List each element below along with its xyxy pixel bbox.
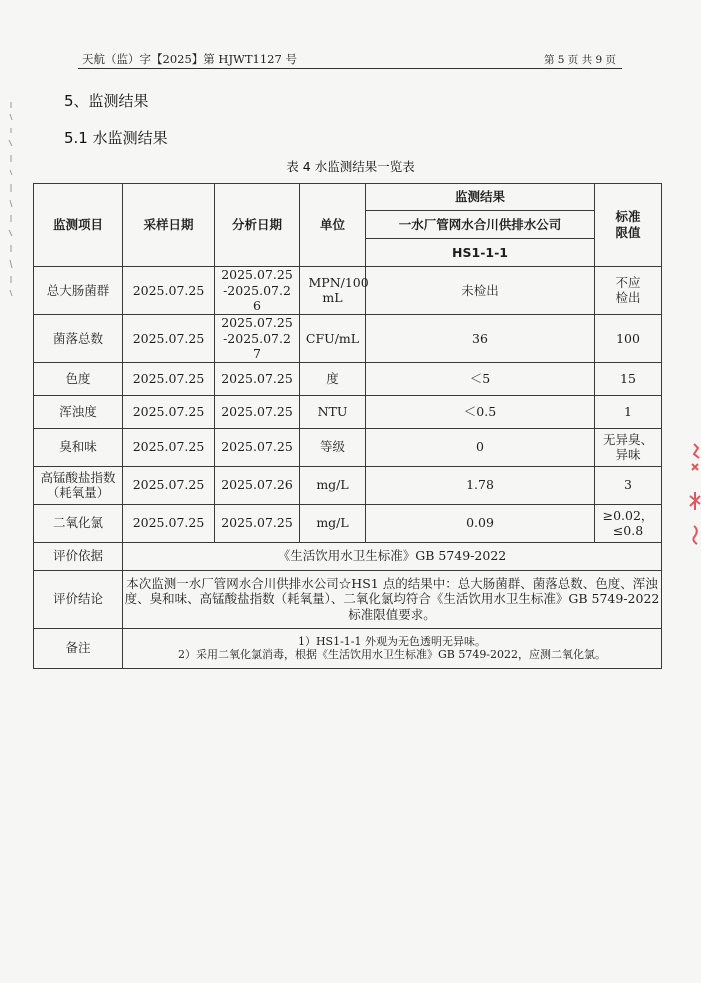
cell-unit: 等级 [300, 428, 366, 466]
cell-result: 0.09 [366, 504, 595, 542]
cell-analysis-date: 2025.07.26 [215, 466, 300, 504]
cell-limit: 无异臭、异味 [595, 428, 662, 466]
cell-limit: ≥0.02，≤0.8 [595, 504, 662, 542]
binding-marks [6, 100, 16, 300]
cell-unit: 度 [300, 362, 366, 395]
subsection-title: 5.1 水监测结果 [64, 129, 168, 147]
cell-result: 1.78 [366, 466, 595, 504]
table-row [34, 466, 662, 504]
basis-value: 《生活饮用水卫生标准》GB 5749-2022 [123, 542, 662, 570]
cell-sample-date: 2025.07.25 [123, 466, 215, 504]
cell-result: 0 [366, 428, 595, 466]
cell-unit: NTU [300, 395, 366, 428]
table-row [34, 267, 662, 315]
cell-item: 浑浊度 [34, 395, 123, 428]
cell-result: 36 [366, 314, 595, 362]
header-analysis-date: 分析日期 [215, 184, 300, 267]
water-results-table [33, 183, 662, 669]
cell-result: ＜5 [366, 362, 595, 395]
cell-item: 菌落总数 [34, 314, 123, 362]
section-title: 5、监测结果 [64, 92, 149, 110]
cell-item: 二氧化氯 [34, 504, 123, 542]
conclusion-label: 评价结论 [34, 570, 123, 628]
table-row [34, 395, 662, 428]
table-row [34, 428, 662, 466]
page-header [78, 50, 622, 69]
table-row [34, 504, 662, 542]
cell-unit: MPN/100 mL [300, 267, 366, 315]
cell-analysis-date: 2025.07.25 [215, 362, 300, 395]
seal-stamp-fragment [680, 440, 701, 550]
conclusion-value: 本次监测一水厂管网水合川供排水公司☆HS1 点的结果中：总大肠菌群、菌落总数、色度、浑浊度、臭和味、高锰酸盐指数（耗氧量）、二氧化氯均符合《生活饮用水卫生标准》GB 5749-2022 标准限值要求。 [123, 570, 662, 628]
remark-line: 2）采用二氧化氯消毒，根据《生活饮用水卫生标准》GB 5749-2022，应测二氧化氯。 [177, 648, 607, 662]
remarks-label: 备注 [34, 628, 123, 668]
cell-item: 臭和味 [34, 428, 123, 466]
cell-item: 总大肠菌群 [34, 267, 123, 315]
remark-line: 1）HS1-1-1 外观为无色透明无异味。 [297, 634, 487, 648]
table-caption: 表 4 水监测结果一览表 [286, 159, 415, 174]
header-point: HS1-1-1 [366, 239, 595, 267]
cell-analysis-date: 2025.07.25 [215, 428, 300, 466]
cell-result: 未检出 [366, 267, 595, 315]
cell-analysis-date: 2025.07.25-2025.07.27 [215, 314, 300, 362]
cell-item: 高锰酸盐指数（耗氧量） [34, 466, 123, 504]
basis-label: 评价依据 [34, 542, 123, 570]
table-row [34, 362, 662, 395]
page-indicator: 第 5 页 共 9 页 [543, 54, 616, 66]
header-item: 监测项目 [34, 184, 123, 267]
cell-sample-date: 2025.07.25 [123, 362, 215, 395]
header-results: 监测结果 [366, 184, 595, 211]
header-unit: 单位 [300, 184, 366, 267]
cell-unit: mg/L [300, 466, 366, 504]
cell-limit: 100 [595, 314, 662, 362]
cell-result: ＜0.5 [366, 395, 595, 428]
cell-sample-date: 2025.07.25 [123, 267, 215, 315]
cell-unit: CFU/mL [300, 314, 366, 362]
cell-limit: 15 [595, 362, 662, 395]
cell-analysis-date: 2025.07.25 [215, 504, 300, 542]
cell-sample-date: 2025.07.25 [123, 395, 215, 428]
cell-analysis-date: 2025.07.25-2025.07.26 [215, 267, 300, 315]
cell-limit: 不应检出 [595, 267, 662, 315]
cell-sample-date: 2025.07.25 [123, 504, 215, 542]
cell-limit: 1 [595, 395, 662, 428]
header-limit: 标准限值 [595, 184, 662, 267]
cell-sample-date: 2025.07.25 [123, 314, 215, 362]
cell-sample-date: 2025.07.25 [123, 428, 215, 466]
table-row [34, 314, 662, 362]
cell-limit: 3 [595, 466, 662, 504]
remarks-value [123, 628, 662, 668]
header-sample-date: 采样日期 [123, 184, 215, 267]
header-location: 一水厂管网水合川供排水公司 [366, 211, 595, 239]
document-number: 天航（监）字【2025】第 HJWT1127 号 [82, 52, 297, 66]
cell-analysis-date: 2025.07.25 [215, 395, 300, 428]
cell-unit: mg/L [300, 504, 366, 542]
cell-item: 色度 [34, 362, 123, 395]
